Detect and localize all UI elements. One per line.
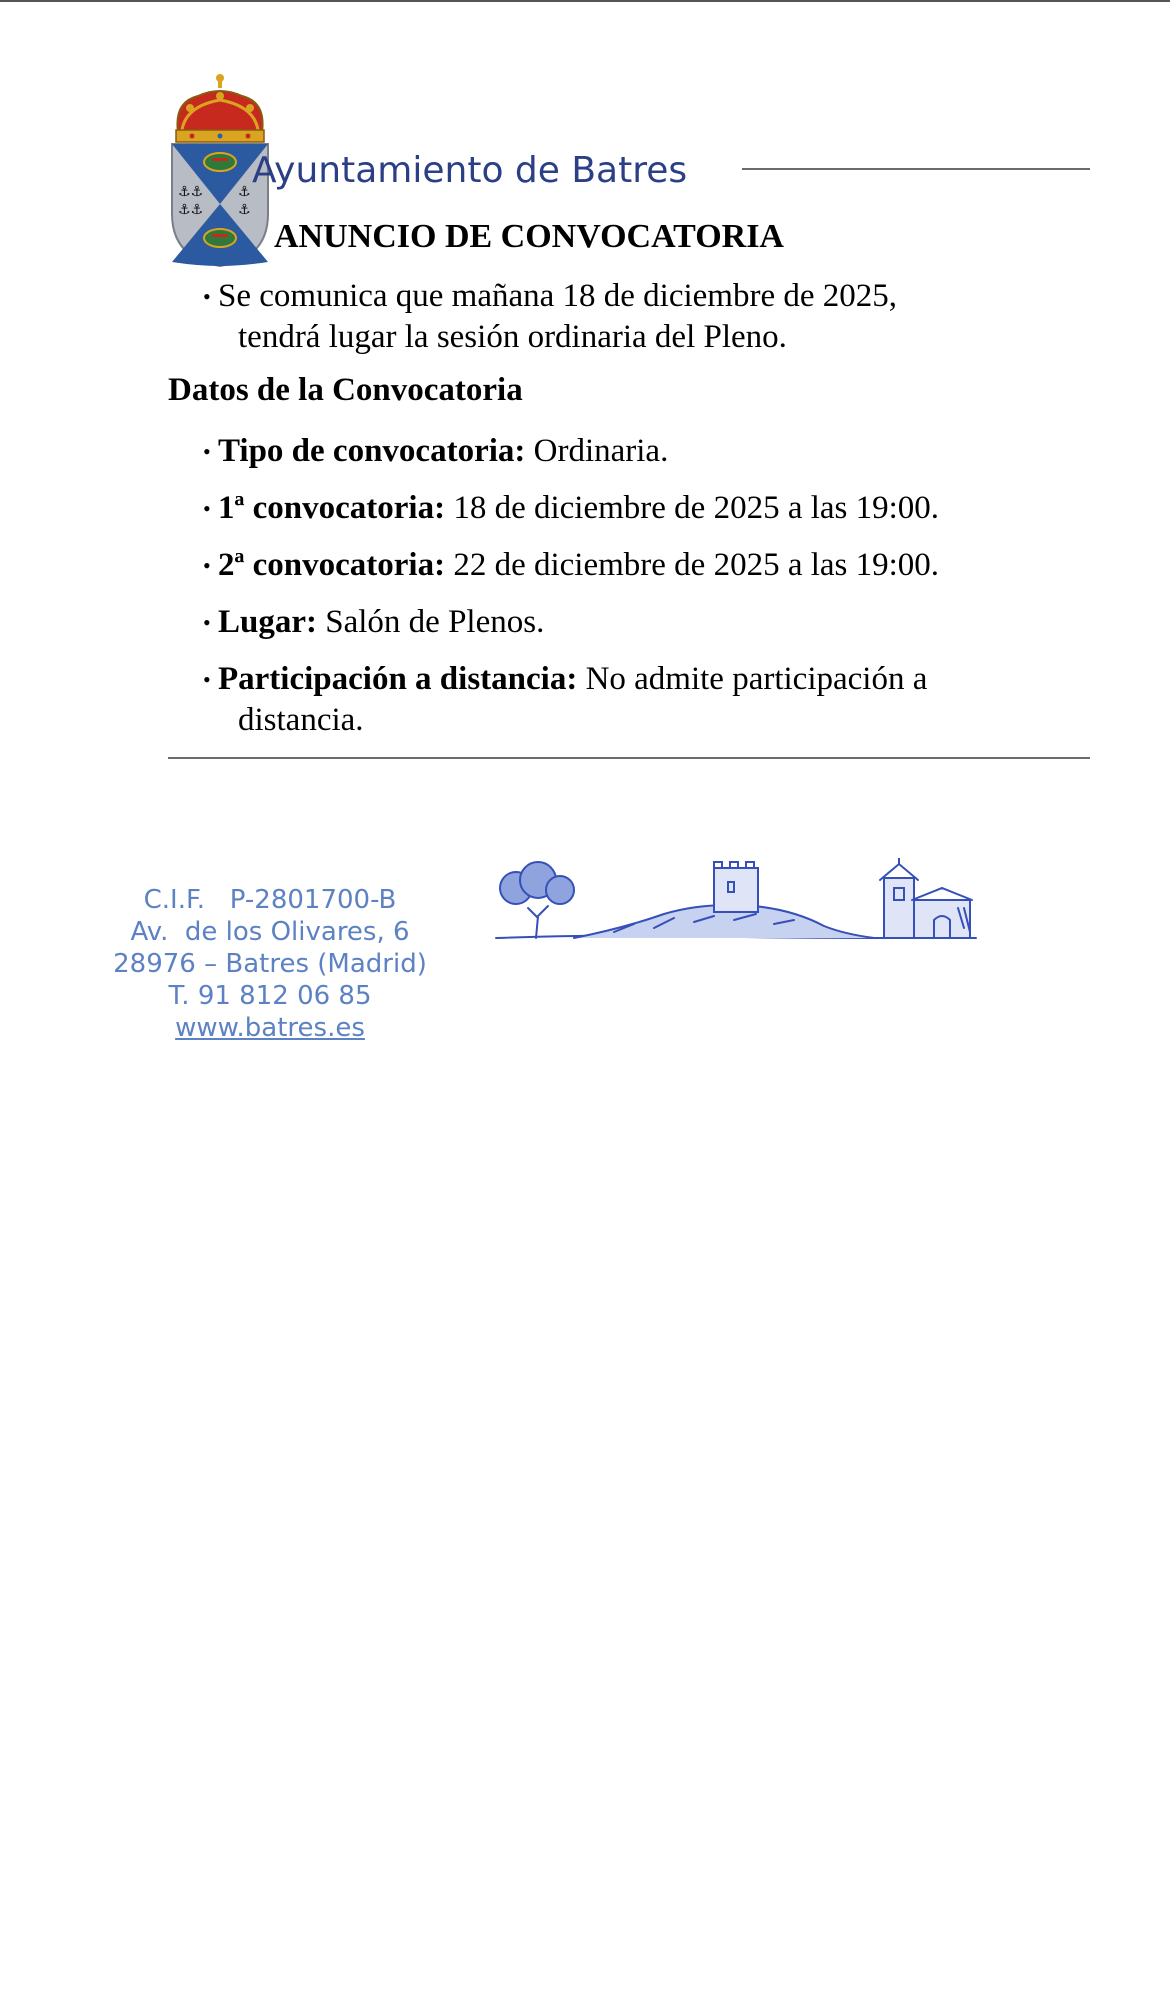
- header-divider: [742, 168, 1090, 170]
- list-item-segunda: [203, 545, 1023, 586]
- intro-bullet: [203, 276, 1023, 358]
- content-divider: [168, 757, 1090, 759]
- item-label: Participación a distancia:: [218, 661, 578, 697]
- intro-line-1: Se comunica que mañana 18 de diciembre de 2025,: [218, 278, 898, 314]
- svg-text:⚓: ⚓: [238, 202, 251, 218]
- item-value: Salón de Plenos.: [317, 604, 545, 640]
- list-item-tipo: [203, 431, 1023, 472]
- footer-contact: [80, 884, 460, 1044]
- bullet-icon: •: [203, 496, 211, 521]
- bullet-icon: •: [203, 439, 211, 464]
- list-item-lugar: [203, 602, 1023, 643]
- footer-website-link[interactable]: www.batres.es: [175, 1013, 365, 1043]
- item-label: 1ª convocatoria:: [218, 490, 446, 526]
- top-border: [0, 0, 1170, 2]
- footer-phone: T. 91 812 06 85: [168, 981, 372, 1011]
- list-item-participacion: [203, 659, 1023, 741]
- section-heading: Datos de la Convocatoria: [168, 372, 523, 408]
- item-value-continued: distancia.: [238, 702, 364, 738]
- item-value: Ordinaria.: [525, 433, 669, 469]
- village-landscape-sketch-icon: [494, 858, 978, 942]
- footer-address: Av. de los Olivares, 6: [130, 917, 410, 947]
- organization-name: Ayuntamiento de Batres: [252, 150, 688, 191]
- document-title: ANUNCIO DE CONVOCATORIA: [274, 218, 784, 255]
- item-label: Tipo de convocatoria:: [218, 433, 526, 469]
- item-label: 2ª convocatoria:: [218, 547, 446, 583]
- bullet-icon: •: [203, 284, 211, 309]
- bullet-icon: •: [203, 553, 211, 578]
- svg-text:⚓: ⚓: [238, 184, 251, 200]
- intro-line-2: tendrá lugar la sesión ordinaria del Pleno.: [238, 319, 787, 355]
- svg-text:⚓⚓: ⚓⚓: [178, 184, 204, 200]
- bullet-icon: •: [203, 667, 211, 692]
- footer-cif: C.I.F. P-2801700-B: [143, 885, 397, 915]
- svg-text:⚓⚓: ⚓⚓: [178, 202, 204, 218]
- list-item-primera: [203, 488, 1023, 529]
- item-value: No admite participación a: [577, 661, 928, 697]
- bullet-icon: •: [203, 610, 211, 635]
- item-value: 22 de diciembre de 2025 a las 19:00.: [445, 547, 940, 583]
- item-value: 18 de diciembre de 2025 a las 19:00.: [445, 490, 940, 526]
- footer-city: 28976 – Batres (Madrid): [113, 949, 427, 979]
- item-label: Lugar:: [218, 604, 317, 640]
